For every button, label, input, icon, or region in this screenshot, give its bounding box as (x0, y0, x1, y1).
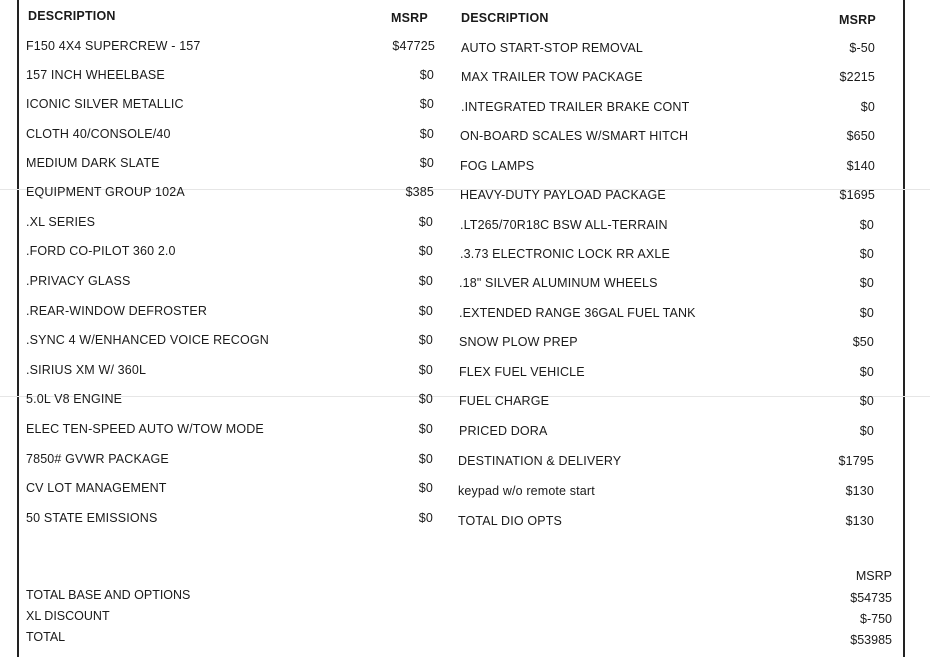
row-description: FOG LAMPS (460, 159, 535, 173)
row-msrp: $0 (418, 422, 433, 436)
left-border (17, 0, 19, 657)
table-row (458, 188, 875, 208)
row-msrp: $-50 (849, 41, 875, 55)
right-border (903, 0, 905, 657)
table-row (458, 394, 874, 414)
table-row (26, 304, 433, 324)
xl-discount-value: $-750 (860, 612, 892, 626)
row-msrp: $1695 (839, 188, 875, 202)
row-description: ON-BOARD SCALES W/SMART HITCH (460, 129, 689, 143)
row-msrp: $0 (419, 68, 434, 82)
row-msrp: $0 (859, 276, 874, 290)
row-msrp: $0 (418, 392, 433, 406)
right-header-msrp: MSRP (839, 13, 876, 27)
row-msrp: $130 (845, 514, 874, 528)
row-description: TOTAL DIO OPTS (458, 514, 562, 528)
table-row (26, 215, 433, 235)
table-row (26, 39, 435, 59)
row-msrp: $1795 (838, 454, 874, 468)
table-row (458, 424, 874, 444)
table-row (458, 218, 874, 238)
table-row (458, 159, 875, 179)
row-description: 7850# GVWR PACKAGE (26, 452, 169, 466)
row-description: 50 STATE EMISSIONS (26, 511, 158, 525)
totals-header-row (26, 569, 892, 589)
table-row (26, 244, 433, 264)
row-description: MEDIUM DARK SLATE (26, 156, 160, 170)
row-msrp: $50 (852, 335, 874, 349)
row-msrp: $130 (845, 484, 874, 498)
total-base-and-options-value: $54735 (850, 591, 892, 605)
row-description: .REAR-WINDOW DEFROSTER (26, 304, 208, 318)
row-msrp: $0 (418, 511, 433, 525)
totals-row (26, 630, 892, 650)
totals-row (26, 609, 892, 629)
table-row (26, 274, 433, 294)
row-description: .FORD CO-PILOT 360 2.0 (26, 244, 176, 258)
row-description: .INTEGRATED TRAILER BRAKE CONT (461, 100, 690, 114)
row-msrp: $0 (859, 394, 874, 408)
row-msrp: $0 (419, 156, 434, 170)
left-header-description: DESCRIPTION (28, 9, 116, 23)
row-msrp: $0 (859, 247, 874, 261)
row-msrp: $0 (418, 304, 433, 318)
row-msrp: $0 (418, 481, 433, 495)
table-row (26, 97, 434, 117)
table-row (26, 363, 433, 383)
table-row (458, 335, 874, 355)
table-row (26, 156, 434, 176)
row-description: CLOTH 40/CONSOLE/40 (26, 127, 171, 141)
row-msrp: $385 (405, 185, 434, 199)
table-row (26, 185, 434, 205)
totals-row (26, 588, 892, 608)
row-description: DESTINATION & DELIVERY (458, 454, 622, 468)
row-description: .EXTENDED RANGE 36GAL FUEL TANK (459, 306, 696, 320)
row-description: HEAVY-DUTY PAYLOAD PACKAGE (460, 188, 666, 202)
table-row (26, 333, 433, 353)
table-row (458, 70, 875, 90)
row-msrp: $0 (418, 452, 433, 466)
left-header-msrp: MSRP (391, 11, 428, 25)
row-msrp: $0 (859, 424, 874, 438)
row-msrp: $0 (418, 363, 433, 377)
row-msrp: $2215 (839, 70, 875, 84)
table-row (458, 454, 874, 474)
table-row (26, 481, 433, 501)
table-row (26, 127, 434, 147)
table-row (458, 247, 874, 267)
xl-discount-label: XL DISCOUNT (26, 609, 110, 623)
grand-total-label: TOTAL (26, 630, 66, 644)
table-row (26, 511, 433, 531)
row-description: MAX TRAILER TOW PACKAGE (461, 70, 643, 84)
grand-total-value: $53985 (850, 633, 892, 647)
row-msrp: $0 (418, 274, 433, 288)
totals-msrp-header: MSRP (855, 569, 892, 583)
row-msrp: $0 (859, 218, 874, 232)
row-description: .PRIVACY GLASS (26, 274, 131, 288)
row-description: ICONIC SILVER METALLIC (26, 97, 184, 111)
row-description: EQUIPMENT GROUP 102A (26, 185, 185, 199)
right-header-description: DESCRIPTION (461, 11, 549, 25)
row-msrp: $0 (418, 215, 433, 229)
table-row (458, 365, 874, 385)
row-description: .3.73 ELECTRONIC LOCK RR AXLE (460, 247, 670, 261)
table-row (458, 276, 874, 296)
row-description: ELEC TEN-SPEED AUTO W/TOW MODE (26, 422, 264, 436)
row-description: .SYNC 4 W/ENHANCED VOICE RECOGN (26, 333, 269, 347)
row-description: PRICED DORA (459, 424, 548, 438)
row-description: .XL SERIES (26, 215, 96, 229)
row-description: FLEX FUEL VEHICLE (459, 365, 585, 379)
row-description: .SIRIUS XM W/ 360L (26, 363, 147, 377)
row-msrp: $0 (418, 244, 433, 258)
row-msrp: $0 (860, 100, 875, 114)
table-row (26, 452, 433, 472)
row-description: 157 INCH WHEELBASE (26, 68, 165, 82)
row-msrp: $0 (419, 97, 434, 111)
table-row (26, 422, 433, 442)
row-msrp: $650 (846, 129, 875, 143)
row-description: .18" SILVER ALUMINUM WHEELS (459, 276, 658, 290)
row-description: FUEL CHARGE (459, 394, 550, 408)
row-msrp: $47725 (392, 39, 435, 53)
table-row (26, 392, 433, 412)
row-description: F150 4X4 SUPERCREW - 157 (26, 39, 201, 53)
row-description: 5.0L V8 ENGINE (26, 392, 123, 406)
table-row (458, 514, 874, 534)
table-row (458, 129, 875, 149)
total-base-and-options-label: TOTAL BASE AND OPTIONS (26, 588, 191, 602)
row-msrp: $140 (846, 159, 875, 173)
row-msrp: $0 (859, 306, 874, 320)
table-row (458, 306, 874, 326)
table-row (458, 484, 874, 504)
row-description: keypad w/o remote start (458, 484, 595, 498)
row-msrp: $0 (859, 365, 874, 379)
table-row (458, 100, 875, 120)
row-description: SNOW PLOW PREP (459, 335, 578, 349)
row-msrp: $0 (419, 127, 434, 141)
row-description: .LT265/70R18C BSW ALL-TERRAIN (460, 218, 668, 232)
row-msrp: $0 (418, 333, 433, 347)
row-description: AUTO START-STOP REMOVAL (461, 41, 643, 55)
table-row (26, 68, 434, 88)
table-row (458, 41, 875, 61)
row-description: CV LOT MANAGEMENT (26, 481, 167, 495)
